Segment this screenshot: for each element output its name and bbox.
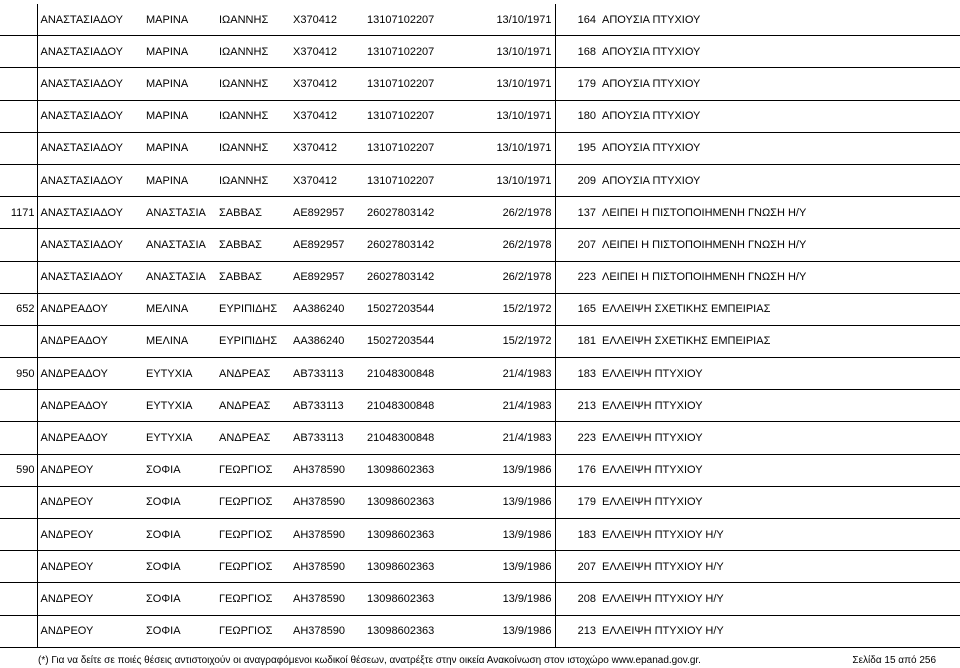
table-row	[0, 390, 960, 422]
row-number	[0, 36, 37, 68]
position-code-cell: 165	[555, 293, 599, 325]
birth-date-cell: 13/10/1971	[468, 164, 555, 196]
rejection-reason-cell: ΕΛΛΕΙΨΗ ΠΤΥΧΙΟΥ	[599, 486, 960, 518]
amka-cell: 21048300848	[364, 422, 468, 454]
rejection-reason-cell: ΛΕΙΠΕΙ Η ΠΙΣΤΟΠΟΙΗΜΕΝΗ ΓΝΩΣΗ Η/Υ	[599, 197, 960, 229]
row-number: 950	[0, 358, 37, 390]
amka-cell: 13107102207	[364, 36, 468, 68]
table-row	[0, 100, 960, 132]
birth-date-cell: 13/9/1986	[468, 486, 555, 518]
row-number	[0, 132, 37, 164]
father-name-cell: ΙΩΑΝΝΗΣ	[216, 132, 290, 164]
row-number	[0, 486, 37, 518]
rejection-reason-cell: ΕΛΛΕΙΨΗ ΣΧΕΤΙΚΗΣ ΕΜΠΕΙΡΙΑΣ	[599, 293, 960, 325]
position-code-cell: 164	[555, 4, 599, 36]
birth-date-cell: 15/2/1972	[468, 293, 555, 325]
first-name-cell: ΜΑΡΙΝΑ	[143, 164, 216, 196]
rejection-reason-cell: ΕΛΛΕΙΨΗ ΠΤΥΧΙΟΥ	[599, 422, 960, 454]
father-name-cell: ΓΕΩΡΓΙΟΣ	[216, 454, 290, 486]
amka-cell: 13107102207	[364, 164, 468, 196]
position-code-cell: 223	[555, 261, 599, 293]
amka-cell: 15027203544	[364, 293, 468, 325]
birth-date-cell: 13/10/1971	[468, 68, 555, 100]
birth-date-cell: 13/9/1986	[468, 551, 555, 583]
surname-cell: ΑΝΔΡΕΑΔΟΥ	[37, 422, 143, 454]
position-code-cell: 207	[555, 229, 599, 261]
position-code-cell: 180	[555, 100, 599, 132]
father-name-cell: ΑΝΔΡΕΑΣ	[216, 422, 290, 454]
id-card-cell: ΑΑ386240	[290, 293, 364, 325]
id-card-cell: ΑΑ386240	[290, 325, 364, 357]
birth-date-cell: 13/9/1986	[468, 583, 555, 615]
first-name-cell: ΑΝΑΣΤΑΣΙΑ	[143, 197, 216, 229]
amka-cell: 26027803142	[364, 261, 468, 293]
birth-date-cell: 13/9/1986	[468, 519, 555, 551]
table-row	[0, 422, 960, 454]
rejection-reason-cell: ΕΛΛΕΙΨΗ ΠΤΥΧΙΟΥ Η/Υ	[599, 551, 960, 583]
footnote: (*) Για να δείτε σε ποιές θέσεις αντιστοιχούν οι αναγραφόμενοι κωδικοί θέσεων, ανατρέξτε στην οικεία Ανακοίνωση στον ιστοχώρο www.epanad.gov.gr.	[38, 655, 701, 666]
position-code-cell: 183	[555, 519, 599, 551]
table-row	[0, 261, 960, 293]
amka-cell: 26027803142	[364, 229, 468, 261]
position-code-cell: 213	[555, 390, 599, 422]
birth-date-cell: 21/4/1983	[468, 422, 555, 454]
rejection-reason-cell: ΑΠΟΥΣΙΑ ΠΤΥΧΙΟΥ	[599, 100, 960, 132]
rejection-reason-cell: ΕΛΛΕΙΨΗ ΣΧΕΤΙΚΗΣ ΕΜΠΕΙΡΙΑΣ	[599, 325, 960, 357]
row-number	[0, 68, 37, 100]
birth-date-cell: 26/2/1978	[468, 229, 555, 261]
amka-cell: 13107102207	[364, 100, 468, 132]
birth-date-cell: 26/2/1978	[468, 261, 555, 293]
table-row	[0, 197, 960, 229]
id-card-cell: Χ370412	[290, 36, 364, 68]
row-number: 1171	[0, 197, 37, 229]
row-number: 590	[0, 454, 37, 486]
amka-cell: 15027203544	[364, 325, 468, 357]
birth-date-cell: 13/9/1986	[468, 454, 555, 486]
first-name-cell: ΜΑΡΙΝΑ	[143, 36, 216, 68]
row-number	[0, 615, 37, 647]
position-code-cell: 213	[555, 615, 599, 647]
first-name-cell: ΑΝΑΣΤΑΣΙΑ	[143, 229, 216, 261]
father-name-cell: ΙΩΑΝΝΗΣ	[216, 100, 290, 132]
amka-cell: 13098602363	[364, 615, 468, 647]
table-row	[0, 615, 960, 647]
rejection-reason-cell: ΑΠΟΥΣΙΑ ΠΤΥΧΙΟΥ	[599, 36, 960, 68]
position-code-cell: 209	[555, 164, 599, 196]
amka-cell: 26027803142	[364, 197, 468, 229]
table-row	[0, 454, 960, 486]
rejection-reason-cell: ΑΠΟΥΣΙΑ ΠΤΥΧΙΟΥ	[599, 132, 960, 164]
rejection-reason-cell: ΕΛΛΕΙΨΗ ΠΤΥΧΙΟΥ Η/Υ	[599, 583, 960, 615]
surname-cell: ΑΝΑΣΤΑΣΙΑΔΟΥ	[37, 4, 143, 36]
birth-date-cell: 26/2/1978	[468, 197, 555, 229]
surname-cell: ΑΝΔΡΕΑΔΟΥ	[37, 293, 143, 325]
amka-cell: 13098602363	[364, 519, 468, 551]
id-card-cell: Χ370412	[290, 132, 364, 164]
id-card-cell: ΑΒ733113	[290, 358, 364, 390]
page-number: Σελίδα 15 από 256	[852, 655, 936, 666]
surname-cell: ΑΝΔΡΕΟΥ	[37, 615, 143, 647]
row-number	[0, 100, 37, 132]
row-number	[0, 164, 37, 196]
father-name-cell: ΣΑΒΒΑΣ	[216, 197, 290, 229]
father-name-cell: ΙΩΑΝΝΗΣ	[216, 164, 290, 196]
position-code-cell: 195	[555, 132, 599, 164]
id-card-cell: Χ370412	[290, 164, 364, 196]
surname-cell: ΑΝΔΡΕΟΥ	[37, 454, 143, 486]
position-code-cell: 207	[555, 551, 599, 583]
amka-cell: 13107102207	[364, 4, 468, 36]
row-number: 652	[0, 293, 37, 325]
id-card-cell: ΑΗ378590	[290, 583, 364, 615]
father-name-cell: ΓΕΩΡΓΙΟΣ	[216, 519, 290, 551]
position-code-cell: 179	[555, 486, 599, 518]
id-card-cell: ΑΕ892957	[290, 229, 364, 261]
table-row	[0, 551, 960, 583]
surname-cell: ΑΝΑΣΤΑΣΙΑΔΟΥ	[37, 100, 143, 132]
birth-date-cell: 21/4/1983	[468, 358, 555, 390]
id-card-cell: ΑΗ378590	[290, 454, 364, 486]
table-body	[0, 4, 960, 647]
row-number	[0, 519, 37, 551]
birth-date-cell: 13/9/1986	[468, 615, 555, 647]
surname-cell: ΑΝΔΡΕΑΔΟΥ	[37, 358, 143, 390]
id-card-cell: ΑΗ378590	[290, 519, 364, 551]
amka-cell: 13107102207	[364, 68, 468, 100]
father-name-cell: ΓΕΩΡΓΙΟΣ	[216, 615, 290, 647]
father-name-cell: ΓΕΩΡΓΙΟΣ	[216, 583, 290, 615]
surname-cell: ΑΝΑΣΤΑΣΙΑΔΟΥ	[37, 261, 143, 293]
position-code-cell: 179	[555, 68, 599, 100]
birth-date-cell: 21/4/1983	[468, 390, 555, 422]
birth-date-cell: 13/10/1971	[468, 132, 555, 164]
father-name-cell: ΙΩΑΝΝΗΣ	[216, 68, 290, 100]
row-number	[0, 325, 37, 357]
first-name-cell: ΣΟΦΙΑ	[143, 454, 216, 486]
position-code-cell: 183	[555, 358, 599, 390]
first-name-cell: ΣΟΦΙΑ	[143, 615, 216, 647]
surname-cell: ΑΝΔΡΕΟΥ	[37, 583, 143, 615]
first-name-cell: ΣΟΦΙΑ	[143, 551, 216, 583]
id-card-cell: Χ370412	[290, 68, 364, 100]
rejection-reason-cell: ΑΠΟΥΣΙΑ ΠΤΥΧΙΟΥ	[599, 164, 960, 196]
amka-cell: 13107102207	[364, 132, 468, 164]
first-name-cell: ΜΑΡΙΝΑ	[143, 68, 216, 100]
row-number	[0, 422, 37, 454]
table-row	[0, 358, 960, 390]
id-card-cell: Χ370412	[290, 4, 364, 36]
surname-cell: ΑΝΔΡΕΟΥ	[37, 486, 143, 518]
first-name-cell: ΜΕΛΙΝΑ	[143, 293, 216, 325]
table-row	[0, 486, 960, 518]
applicants-table	[0, 4, 960, 648]
surname-cell: ΑΝΑΣΤΑΣΙΑΔΟΥ	[37, 229, 143, 261]
birth-date-cell: 13/10/1971	[468, 36, 555, 68]
rejection-reason-cell: ΕΛΛΕΙΨΗ ΠΤΥΧΙΟΥ	[599, 358, 960, 390]
first-name-cell: ΜΕΛΙΝΑ	[143, 325, 216, 357]
id-card-cell: ΑΒ733113	[290, 390, 364, 422]
birth-date-cell: 13/10/1971	[468, 4, 555, 36]
surname-cell: ΑΝΑΣΤΑΣΙΑΔΟΥ	[37, 68, 143, 100]
amka-cell: 21048300848	[364, 390, 468, 422]
surname-cell: ΑΝΑΣΤΑΣΙΑΔΟΥ	[37, 197, 143, 229]
rejection-reason-cell: ΑΠΟΥΣΙΑ ΠΤΥΧΙΟΥ	[599, 68, 960, 100]
birth-date-cell: 13/10/1971	[468, 100, 555, 132]
row-number	[0, 583, 37, 615]
id-card-cell: ΑΒ733113	[290, 422, 364, 454]
rejection-reason-cell: ΛΕΙΠΕΙ Η ΠΙΣΤΟΠΟΙΗΜΕΝΗ ΓΝΩΣΗ Η/Υ	[599, 229, 960, 261]
surname-cell: ΑΝΔΡΕΟΥ	[37, 519, 143, 551]
table-row	[0, 229, 960, 261]
rejection-reason-cell: ΛΕΙΠΕΙ Η ΠΙΣΤΟΠΟΙΗΜΕΝΗ ΓΝΩΣΗ Η/Υ	[599, 261, 960, 293]
rejection-reason-cell: ΑΠΟΥΣΙΑ ΠΤΥΧΙΟΥ	[599, 4, 960, 36]
father-name-cell: ΑΝΔΡΕΑΣ	[216, 390, 290, 422]
surname-cell: ΑΝΔΡΕΟΥ	[37, 551, 143, 583]
father-name-cell: ΕΥΡΙΠΙΔΗΣ	[216, 293, 290, 325]
position-code-cell: 208	[555, 583, 599, 615]
amka-cell: 13098602363	[364, 551, 468, 583]
first-name-cell: ΕΥΤΥΧΙΑ	[143, 358, 216, 390]
father-name-cell: ΕΥΡΙΠΙΔΗΣ	[216, 325, 290, 357]
father-name-cell: ΣΑΒΒΑΣ	[216, 261, 290, 293]
surname-cell: ΑΝΔΡΕΑΔΟΥ	[37, 390, 143, 422]
table-row	[0, 132, 960, 164]
surname-cell: ΑΝΑΣΤΑΣΙΑΔΟΥ	[37, 132, 143, 164]
table-row	[0, 519, 960, 551]
first-name-cell: ΜΑΡΙΝΑ	[143, 100, 216, 132]
amka-cell: 21048300848	[364, 358, 468, 390]
id-card-cell: ΑΕ892957	[290, 197, 364, 229]
position-code-cell: 168	[555, 36, 599, 68]
rejection-reason-cell: ΕΛΛΕΙΨΗ ΠΤΥΧΙΟΥ	[599, 390, 960, 422]
position-code-cell: 223	[555, 422, 599, 454]
table-row	[0, 4, 960, 36]
table-row	[0, 36, 960, 68]
first-name-cell: ΣΟΦΙΑ	[143, 583, 216, 615]
row-number	[0, 551, 37, 583]
father-name-cell: ΙΩΑΝΝΗΣ	[216, 4, 290, 36]
birth-date-cell: 15/2/1972	[468, 325, 555, 357]
table-row	[0, 293, 960, 325]
amka-cell: 13098602363	[364, 486, 468, 518]
first-name-cell: ΣΟΦΙΑ	[143, 519, 216, 551]
rejection-reason-cell: ΕΛΛΕΙΨΗ ΠΤΥΧΙΟΥ	[599, 454, 960, 486]
row-number	[0, 229, 37, 261]
surname-cell: ΑΝΑΣΤΑΣΙΑΔΟΥ	[37, 36, 143, 68]
id-card-cell: ΑΗ378590	[290, 615, 364, 647]
table-row	[0, 68, 960, 100]
amka-cell: 13098602363	[364, 454, 468, 486]
first-name-cell: ΜΑΡΙΝΑ	[143, 4, 216, 36]
father-name-cell: ΓΕΩΡΓΙΟΣ	[216, 486, 290, 518]
father-name-cell: ΙΩΑΝΝΗΣ	[216, 36, 290, 68]
position-code-cell: 137	[555, 197, 599, 229]
position-code-cell: 181	[555, 325, 599, 357]
father-name-cell: ΑΝΔΡΕΑΣ	[216, 358, 290, 390]
amka-cell: 13098602363	[364, 583, 468, 615]
id-card-cell: Χ370412	[290, 100, 364, 132]
father-name-cell: ΓΕΩΡΓΙΟΣ	[216, 551, 290, 583]
first-name-cell: ΜΑΡΙΝΑ	[143, 132, 216, 164]
table-row	[0, 164, 960, 196]
first-name-cell: ΕΥΤΥΧΙΑ	[143, 390, 216, 422]
table-row	[0, 325, 960, 357]
table-row	[0, 583, 960, 615]
surname-cell: ΑΝΔΡΕΑΔΟΥ	[37, 325, 143, 357]
first-name-cell: ΕΥΤΥΧΙΑ	[143, 422, 216, 454]
id-card-cell: ΑΕ892957	[290, 261, 364, 293]
id-card-cell: ΑΗ378590	[290, 486, 364, 518]
surname-cell: ΑΝΑΣΤΑΣΙΑΔΟΥ	[37, 164, 143, 196]
father-name-cell: ΣΑΒΒΑΣ	[216, 229, 290, 261]
rejection-reason-cell: ΕΛΛΕΙΨΗ ΠΤΥΧΙΟΥ Η/Υ	[599, 519, 960, 551]
row-number	[0, 390, 37, 422]
position-code-cell: 176	[555, 454, 599, 486]
id-card-cell: ΑΗ378590	[290, 551, 364, 583]
first-name-cell: ΑΝΑΣΤΑΣΙΑ	[143, 261, 216, 293]
row-number	[0, 261, 37, 293]
rejection-reason-cell: ΕΛΛΕΙΨΗ ΠΤΥΧΙΟΥ Η/Υ	[599, 615, 960, 647]
first-name-cell: ΣΟΦΙΑ	[143, 486, 216, 518]
row-number	[0, 4, 37, 36]
